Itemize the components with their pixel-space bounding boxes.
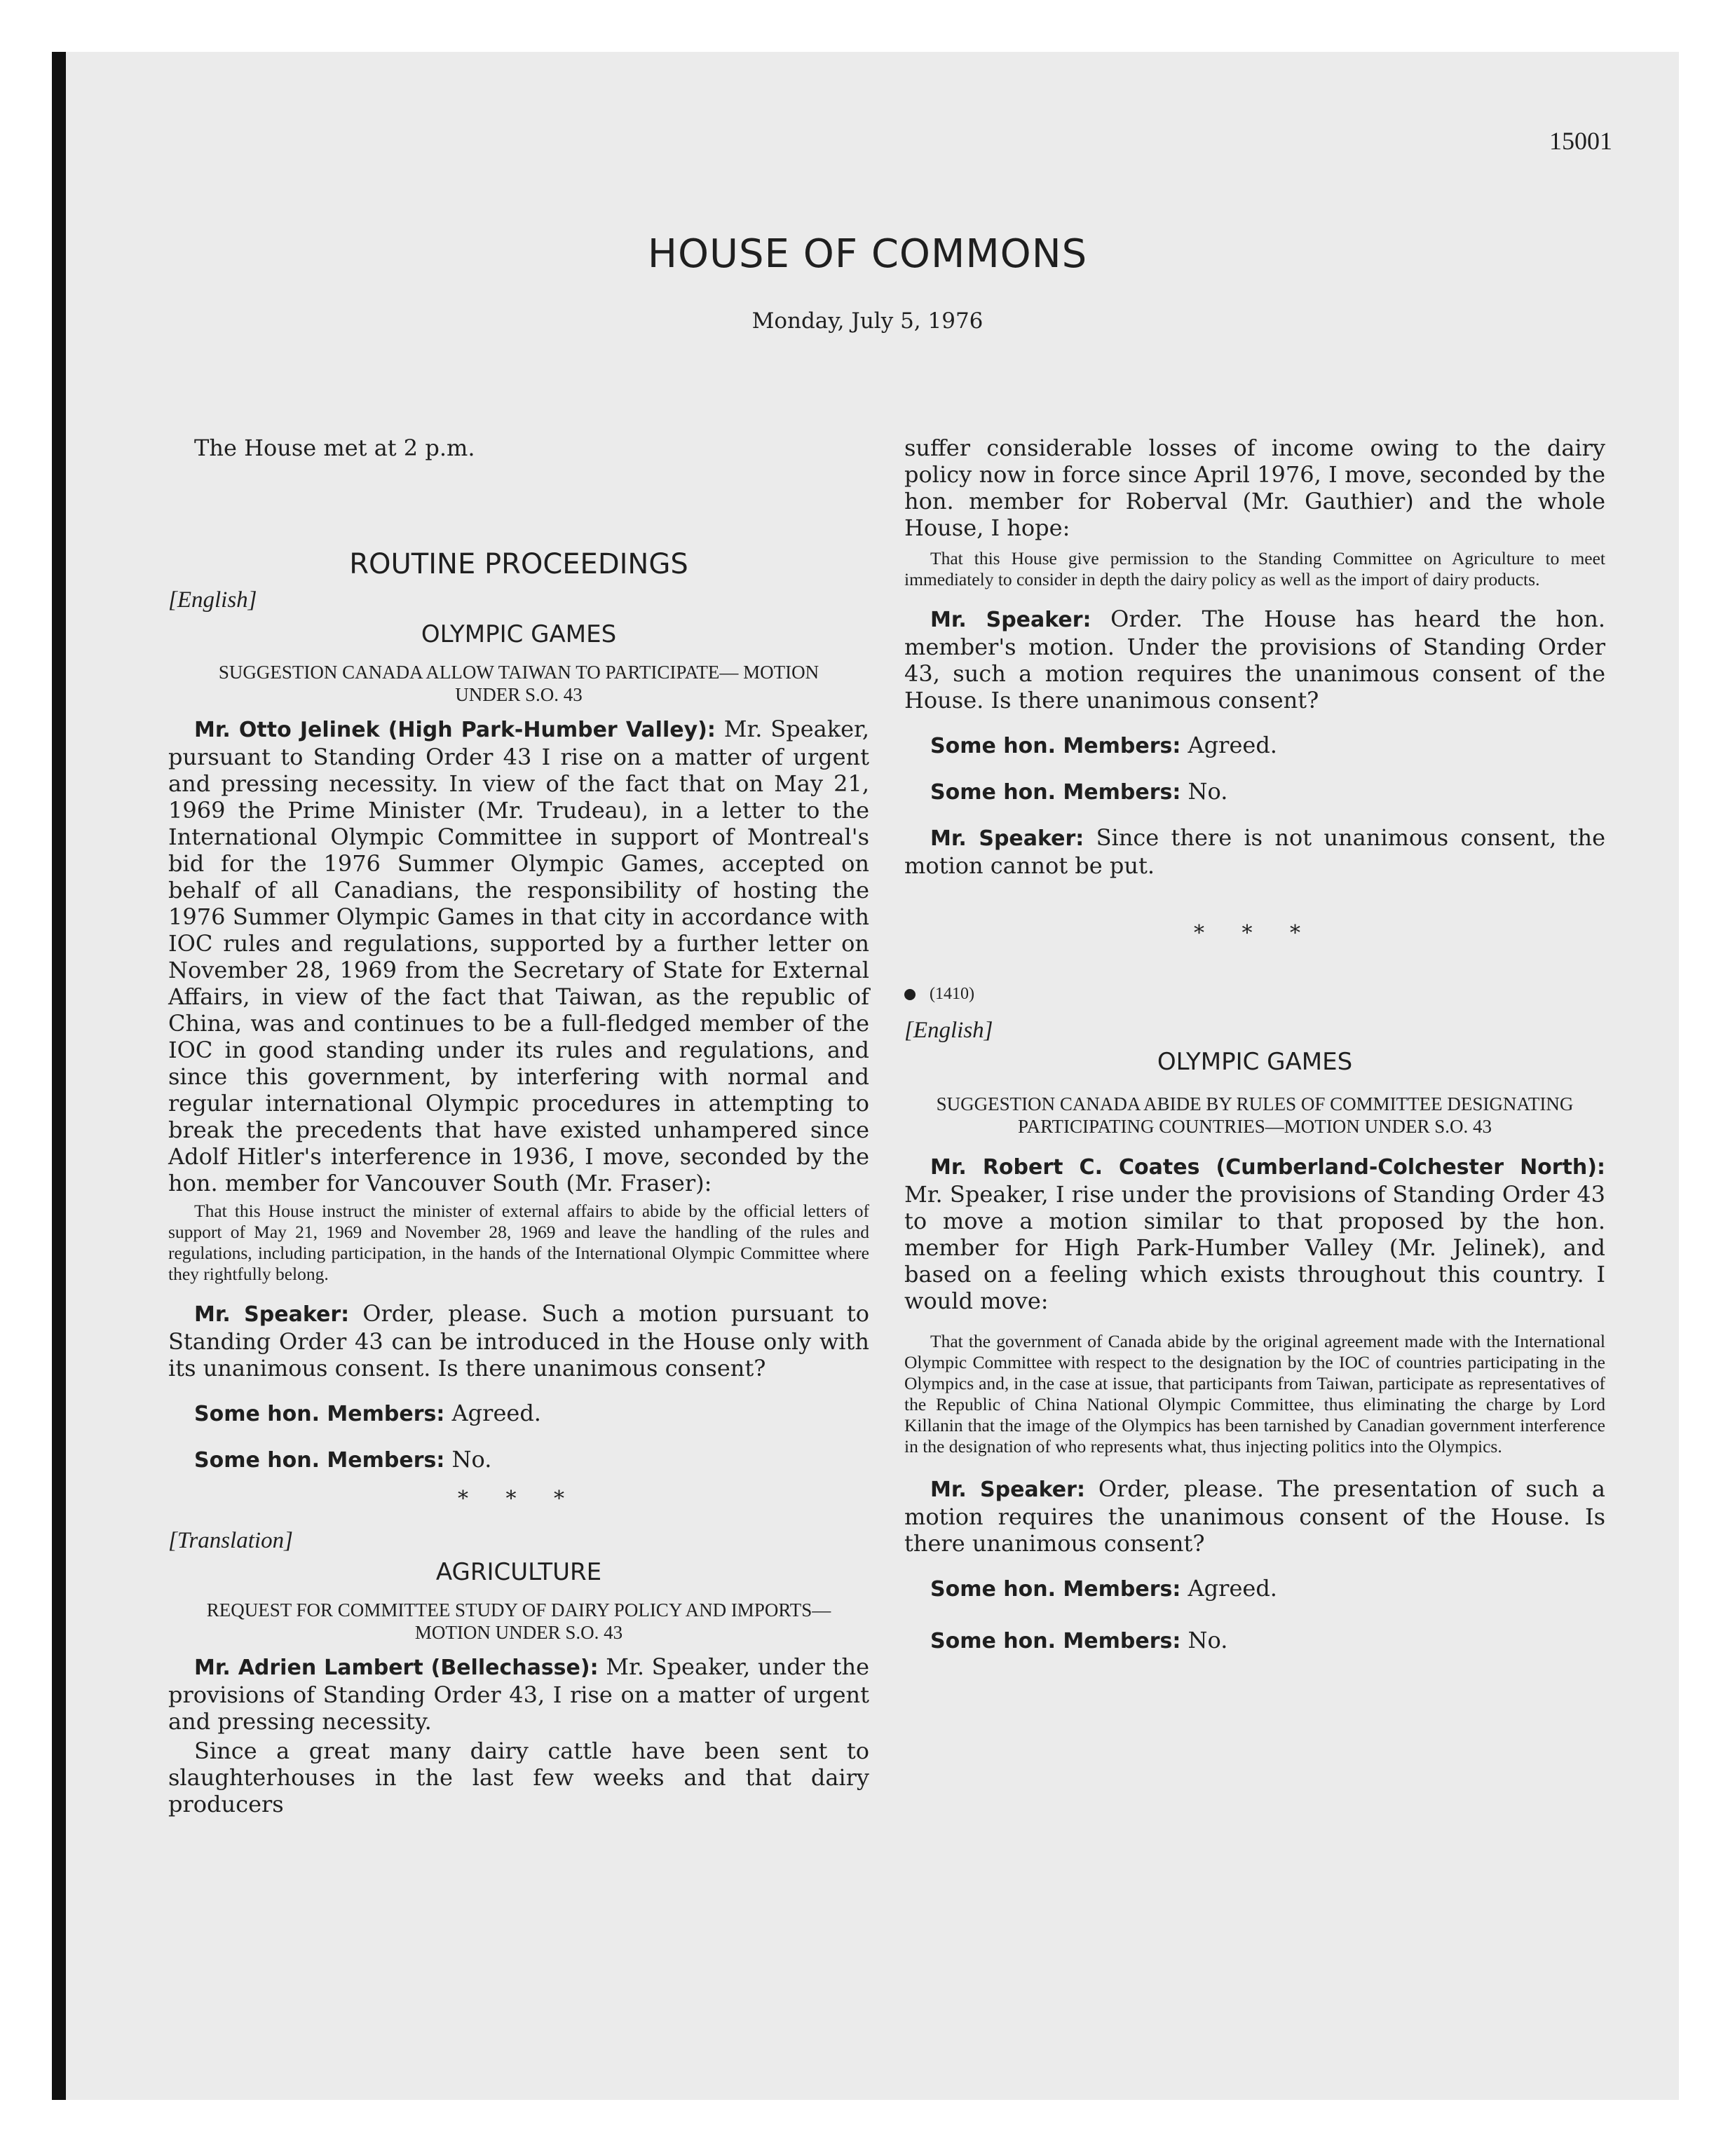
speaker-name: Some hon. Members: [930,734,1181,758]
speaker-name: Some hon. Members: [930,1629,1181,1653]
speech-text: Agreed. [1181,732,1277,758]
bullet-icon [904,989,916,1000]
speech-text: No. [1181,1627,1228,1653]
topic-heading-olympic-games: OLYMPIC GAMES [421,620,617,648]
speech-text: Order. The House has heard the hon. member's motion. Under the provisions of Standing Order 43, such a motion requires the unanimous consent of the House. Is there unanimous consent? [904,606,1606,714]
speech-text: Agreed. [1181,1575,1277,1602]
speaker-name: Mr. Speaker: [930,826,1084,851]
speech-text: Since there is not unanimous consent, the motion cannot be put. [904,824,1606,879]
speech-text: Order, please. The presentation of such a motion requires the unanimous consent of the House. Is there unanimous consent? [904,1475,1606,1557]
motion-text-jelinek: That this House instruct the minister of external affairs to abide by the official letters of support of May 21, 1969 and November 28, 1969 and leave the handling of the rules and regulations, including participation, in the hands of the International Olympic Committee where they rightfully belong. [168,1201,869,1284]
speaker-name: Mr. Speaker: [930,1478,1085,1502]
members-agreed [904,1575,1605,1603]
speech-coates [904,1153,1605,1314]
speech-speaker [904,1475,1605,1557]
language-marker: [English] [904,1018,993,1043]
section-heading-routine-proceedings: ROUTINE PROCEEDINGS [349,548,688,580]
binding-edge [52,52,66,2100]
speech-speaker [168,1300,869,1381]
members-no [904,778,1605,806]
speech-text: No. [444,1446,492,1473]
subtopic-heading: REQUEST FOR COMMITTEE STUDY OF DAIRY POLICY AND IMPORTS—MOTION UNDER S.O. 43 [206,1599,831,1643]
motion-text-lambert: That this House give permission to the Standing Committee on Agriculture to meet immediately to consider in depth the dairy policy as well as the import of dairy products. [904,548,1605,589]
speaker-name: Mr. Adrien Lambert (Bellechasse): [194,1656,599,1680]
speaker-name: Mr. Speaker: [930,608,1091,632]
members-agreed [904,732,1605,760]
time-marker-text: (1410) [930,985,974,1003]
speaker-name: Some hon. Members: [930,780,1181,805]
left-column [168,435,869,1817]
speech-text: Mr. Speaker, I rise under the provisions of Standing Order 43 to move a motion similar to that proposed by the hon. member for High Park-Humber Valley (Mr. Jelinek), and based on a feeling which exists throughout this country. I would move: [904,1181,1605,1314]
speech-text: No. [1181,778,1228,805]
speech-lambert-continued: suffer considerable losses of income owing to the dairy policy now in force since April 1976, I move, seconded by the hon. member for Roberval (Mr. Gauthier) and the whole House, I hope: [904,435,1605,541]
members-agreed [168,1400,869,1428]
speech-speaker [904,606,1605,714]
speech-speaker [904,824,1605,879]
subtopic-heading: SUGGESTION CANADA ABIDE BY RULES OF COMMITTEE DESIGNATING PARTICIPATING COUNTRIES—MOTION UNDER S.O. 43 [936,1093,1574,1137]
right-column [904,435,1605,1655]
speech-text: Mr. Speaker, under the provisions of Standing Order 43, I rise on a matter of urgent and pressing necessity. [168,1653,869,1735]
speaker-name: Some hon. Members: [930,1577,1181,1602]
subtopic-heading: SUGGESTION CANADA ALLOW TAIWAN TO PARTICIPATE— MOTION UNDER S.O. 43 [218,662,819,705]
speech-text: Mr. Speaker, pursuant to Standing Order 43 I rise on a matter of urgent and pressing necessity. In view of the fact that on May 21, 1969 the Prime Minister (Mr. Trudeau), in a letter to the International Olympic Committee in support of Montreal's bid for the 1976 Summer Olympic Games, accepted on behalf of all Canadians, the responsibility of hosting the 1976 Summer Olympic Games in that city in accordance with IOC rules and regulations, supported by a further letter on November 28, 1969 from the Secretary of State for External Affairs, in view of the fact that Taiwan, as the republic of China, was and continues to be a full-fledged member of the IOC in good standing under its rules and regulations, and since this government, by interfering with normal and regular international Olympic procedures in attempting to break the precedents that have existed unhampered since Adolf Hitler's interference in 1936, I move, seconded by the hon. member for Vancouver South (Mr. Fraser): [168,716,869,1196]
house-met-line: The House met at 2 p.m. [194,435,475,461]
section-separator: * * * [1193,921,1316,946]
language-marker: [English] [168,587,257,613]
sitting-date: Monday, July 5, 1976 [751,308,984,334]
speaker-name: Mr. Speaker: [194,1302,350,1327]
language-marker: [Translation] [168,1528,293,1553]
motion-text-coates: That the government of Canada abide by the original agreement made with the International Olympic Committee with respect to the designation by the IOC of countries participating in the Olympics and, in the case at issue, that participants from Taiwan, participate as representatives of the Republic of China National Olympic Committee, thus eliminating the charge by Lord Killanin that the image of the Olympics has been tarnished by Canadian government interference in the designation of who represents what, thus injecting politics into the Olympics. [904,1331,1605,1456]
page-number: 15001 [1549,127,1612,155]
members-no [168,1446,869,1474]
speaker-name: Some hon. Members: [194,1448,445,1473]
speech-jelinek [168,716,869,1196]
speech-text: Order, please. Such a motion pursuant to Standing Order 43 can be introduced in the House only with its unanimous consent. Is there unanimous consent? [168,1300,869,1381]
speaker-name: Mr. Robert C. Coates (Cumberland-Colchester North): [930,1155,1605,1180]
members-no [904,1627,1605,1655]
topic-heading-agriculture: AGRICULTURE [435,1558,602,1586]
speaker-name: Some hon. Members: [194,1402,445,1426]
speech-lambert [168,1653,869,1735]
speaker-name: Mr. Otto Jelinek (High Park-Humber Valley): [194,718,716,742]
time-marker [904,985,1605,1004]
section-separator: * * * [457,1487,580,1511]
topic-heading-olympic-games: OLYMPIC GAMES [1157,1048,1353,1076]
speech-lambert-continued: Since a great many dairy cattle have been sent to slaughterhouses in the last few weeks and that dairy producers [168,1738,869,1817]
page-title: HOUSE OF COMMONS [647,231,1088,277]
speech-text: Agreed. [444,1400,541,1426]
